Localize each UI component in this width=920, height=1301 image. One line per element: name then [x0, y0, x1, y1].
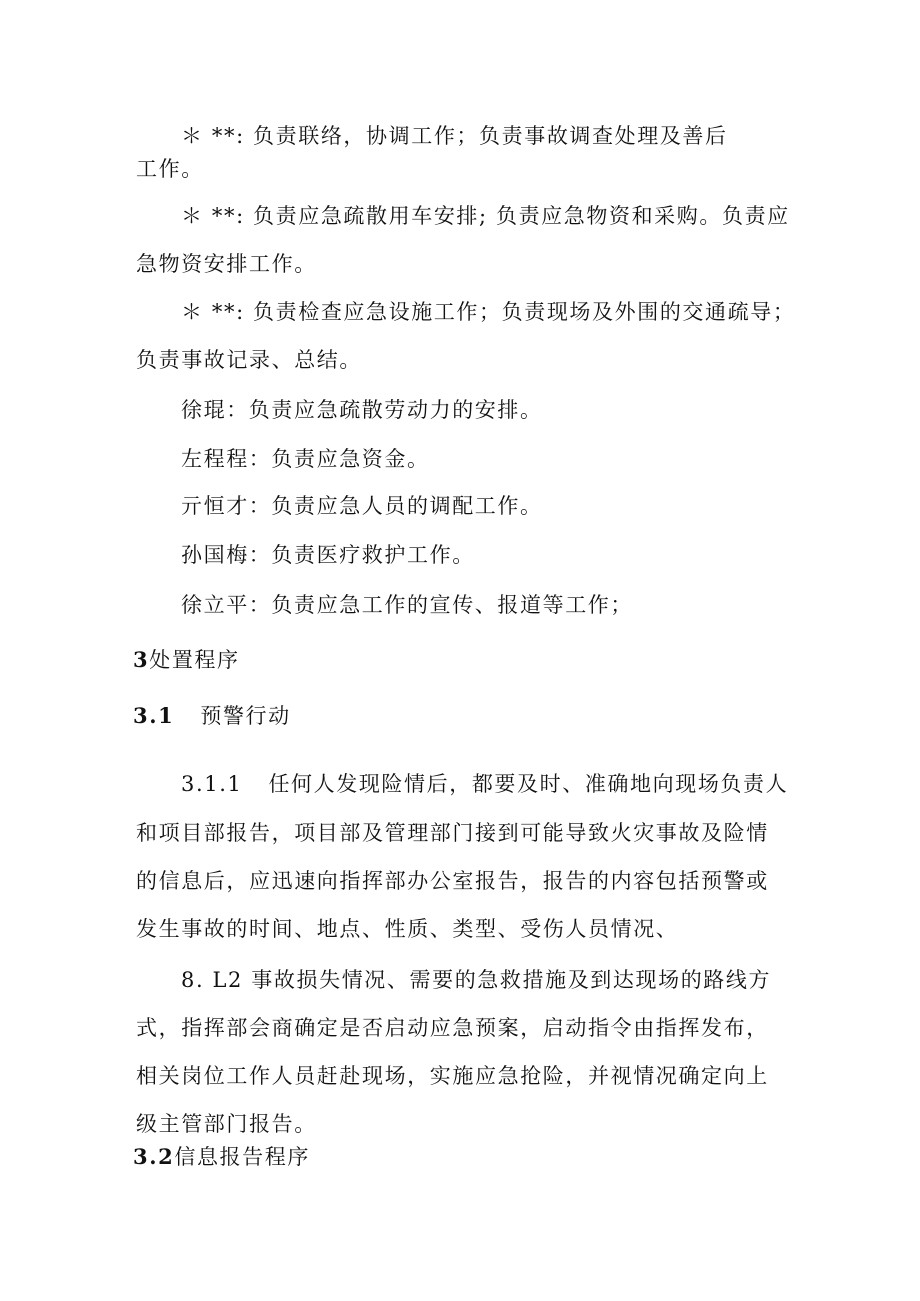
paragraph-line: 发生事故的时间、地点、性质、类型、受伤人员情况、: [136, 917, 679, 941]
duty-line-xu-liping: 徐立平：负责应急工作的宣传、报道等工作；: [181, 593, 633, 617]
section-number: 3.1: [133, 703, 175, 728]
duty-line-vehicles-cont: 急物资安排工作。: [136, 252, 317, 276]
duty-line-inspection: ＊ **: 负责检查应急设施工作；负责现场及外围的交通疏导；: [181, 300, 796, 324]
paragraph-line: 的信息后，应迅速向指挥部办公室报告，报告的内容包括预警或: [136, 869, 769, 893]
paragraph-line: 式，指挥部会商确定是否启动应急预案，启动指令由指挥发布，: [136, 1016, 769, 1040]
duty-line-liaison: ＊ **: 负责联络，协调工作；负责事故调查处理及善后: [181, 124, 728, 148]
section-number: 3.2: [133, 1144, 175, 1169]
section-number: 3: [133, 647, 150, 672]
section-title: 信息报告程序: [174, 1145, 310, 1169]
section-heading-3-2: [133, 1142, 310, 1172]
section-title: 预警行动: [200, 704, 291, 728]
duty-line-inspection-cont: 负责事故记录、总结。: [136, 348, 362, 372]
duty-line-qi-hengcai: 亓恒才：负责应急人员的调配工作。: [181, 494, 543, 518]
duty-line-xu-kun: 徐琨：负责应急疏散劳动力的安排。: [181, 398, 543, 422]
duty-line-sun-guomei: 孙国梅：负责医疗救护工作。: [181, 543, 475, 567]
duty-line-liaison-cont: 工作。: [136, 157, 204, 181]
paragraph-line: 相关岗位工作人员赶赴现场，实施应急抢险，并视情况确定向上: [136, 1064, 769, 1088]
clause-text: 任何人发现险情后，都要及时、准确地向现场负责人: [268, 772, 789, 796]
section-heading-3-1: [133, 701, 291, 731]
duty-line-vehicles: ＊ **: 负责应急疏散用车安排; 负责应急物资和采购。负责应: [181, 204, 790, 228]
section-title: 处置程序: [149, 648, 240, 672]
paragraph-line: 8. L2 事故损失情况、需要的急救措施及到达现场的路线方: [181, 968, 772, 992]
section-heading-3: [133, 645, 240, 675]
paragraph-3-1-1-line: [181, 769, 788, 799]
paragraph-line: 和项目部报告，项目部及管理部门接到可能导致火灾事故及险情: [136, 821, 769, 845]
duty-line-zuo-chengcheng: 左程程：负责应急资金。: [181, 447, 430, 471]
paragraph-line: 级主管部门报告。: [136, 1112, 317, 1136]
clause-number: 3.1.1: [181, 772, 243, 796]
